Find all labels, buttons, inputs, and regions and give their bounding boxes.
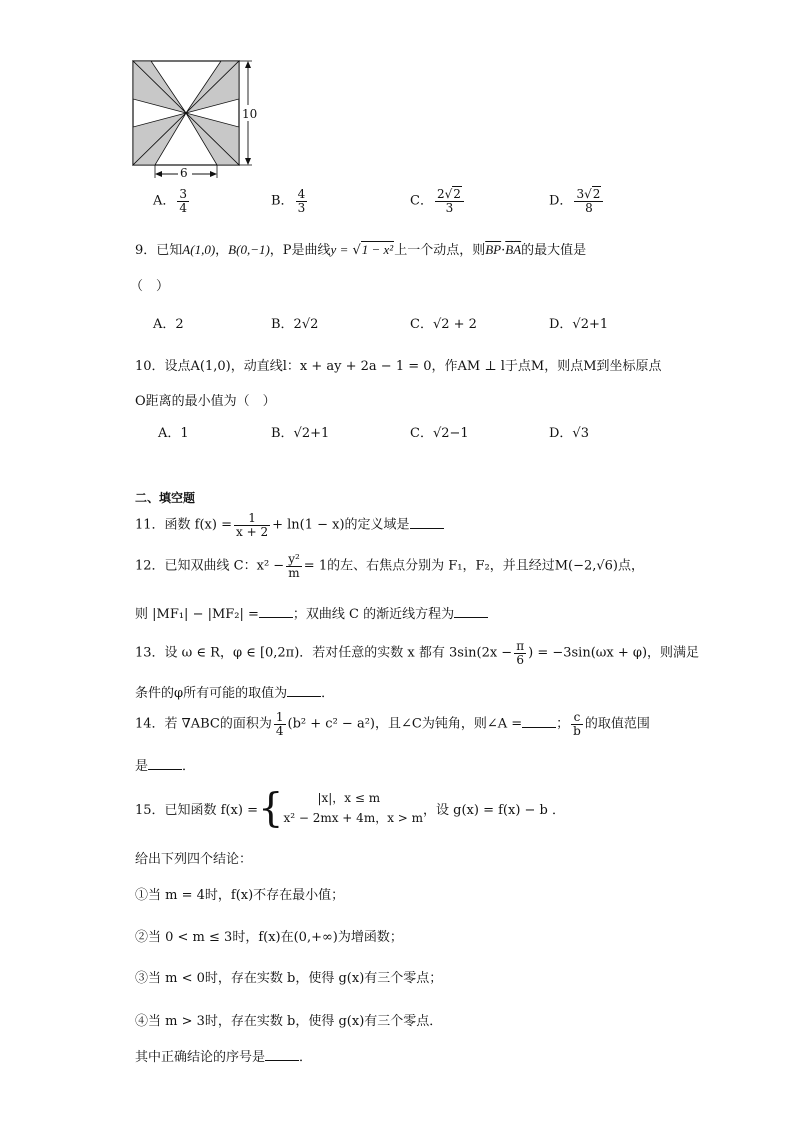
question-15: 15．已知函数 f(x) ={ |x|，x ≤ m x² − 2mx + 4m，x > m ，设 g(x) = f(x) − b ． xyxy=(135,785,566,832)
q13-blank xyxy=(287,684,321,697)
section-2-title: 二、填空题 xyxy=(135,491,196,505)
q12-blank-2 xyxy=(454,605,488,618)
q15-blank xyxy=(265,1048,299,1061)
conclusion-4: ④当 m > 3时，存在实数 b，使得 g(x)有三个零点． xyxy=(135,1014,443,1029)
q14-blank-2 xyxy=(148,757,182,770)
conclusion-1: ①当 m = 4时，f(x)不存在最小值； xyxy=(135,888,345,903)
q8-option-c: C． $\frac{2√2}{3}$ xyxy=(410,188,466,214)
q10-option-d: D．√3 xyxy=(549,426,589,441)
q12-blank-1 xyxy=(259,605,293,618)
q9-option-d: D．√2+1 xyxy=(549,317,609,332)
question-11: 11．函数 f(x) = $\frac{1}{x + 2}$ + ln(1 − x)的定义域是 xyxy=(135,512,444,538)
q10-option-a: A．1 xyxy=(158,426,189,441)
question-10-line1: 10．设点A(1,0)，动直线l：x + ay + 2a − 1 = 0，作AM ⊥ l于点M，则点M到坐标原点 xyxy=(135,359,662,374)
question-13-line1: 13．设 ω ∈ R，φ ∈ [0,2π)．若对任意的实数 x 都有 3sin(2x − $\frac{\pi}{6}$ ) = −3sin(ωx + φ)，则满足 xyxy=(135,639,700,667)
question-9: 9．已知A(1,0)，B(0,−1)，P是曲线y = √1 − x²上一个动点，则$\overline{BP}\cdot\overline{BA}$的最大值是 xyxy=(135,242,587,258)
question-14-line2: 是 ． xyxy=(135,759,196,774)
question-10-line2: O距离的最小值为（ ） xyxy=(135,394,276,409)
height-label: 10 xyxy=(242,107,258,121)
q9-option-c: C．√2 + 2 xyxy=(410,317,477,332)
q14-blank-1 xyxy=(522,715,556,728)
q9-option-b: B．2√2 xyxy=(271,317,319,332)
q8-option-b: B． $\frac{4}{3}$ xyxy=(271,187,306,215)
question-12-line2: 则 |MF₁| − |MF₂| = ；双曲线 C 的渐近线方程为 xyxy=(135,603,488,622)
question-15-intro: 给出下列四个结论： xyxy=(135,852,253,867)
question-13-line2: 条件的φ所有可能的取值为 ． xyxy=(135,686,335,701)
q10-option-c: C．√2−1 xyxy=(410,426,469,441)
conclusion-3: ③当 m < 0时，存在实数 b，使得 g(x)有三个零点； xyxy=(135,971,443,986)
question-9-paren: （ ） xyxy=(130,279,170,294)
q11-blank xyxy=(410,516,444,529)
q8-option-a: A． $\frac{3}{4}$ xyxy=(153,187,188,215)
width-label: 6 xyxy=(180,166,188,180)
question-15-final: 其中正确结论的序号是 ． xyxy=(135,1050,313,1065)
q9-option-a: A．2 xyxy=(153,317,184,332)
question-14-line1: 14．若 ∇ABC的面积为 $\frac{1}{4}$ (b² + c² − a²)，且∠C为钝角，则∠A = ； $\frac{c}{b}$ 的取值范围 xyxy=(135,710,650,738)
conclusion-2: ②当 0 < m ≤ 3时，f(x)在(0,+∞)为增函数； xyxy=(135,930,403,945)
q8-option-d: D． $\frac{3√2}{8}$ xyxy=(549,188,605,214)
q10-option-b: B．√2+1 xyxy=(271,426,330,441)
question-12-line1: 12．已知双曲线 C：x² − $\frac{\text{y²}}{m}$ = 1的左、右焦点分别为 F₁，F₂，并且经过M(−2,√6)点， xyxy=(135,552,644,580)
